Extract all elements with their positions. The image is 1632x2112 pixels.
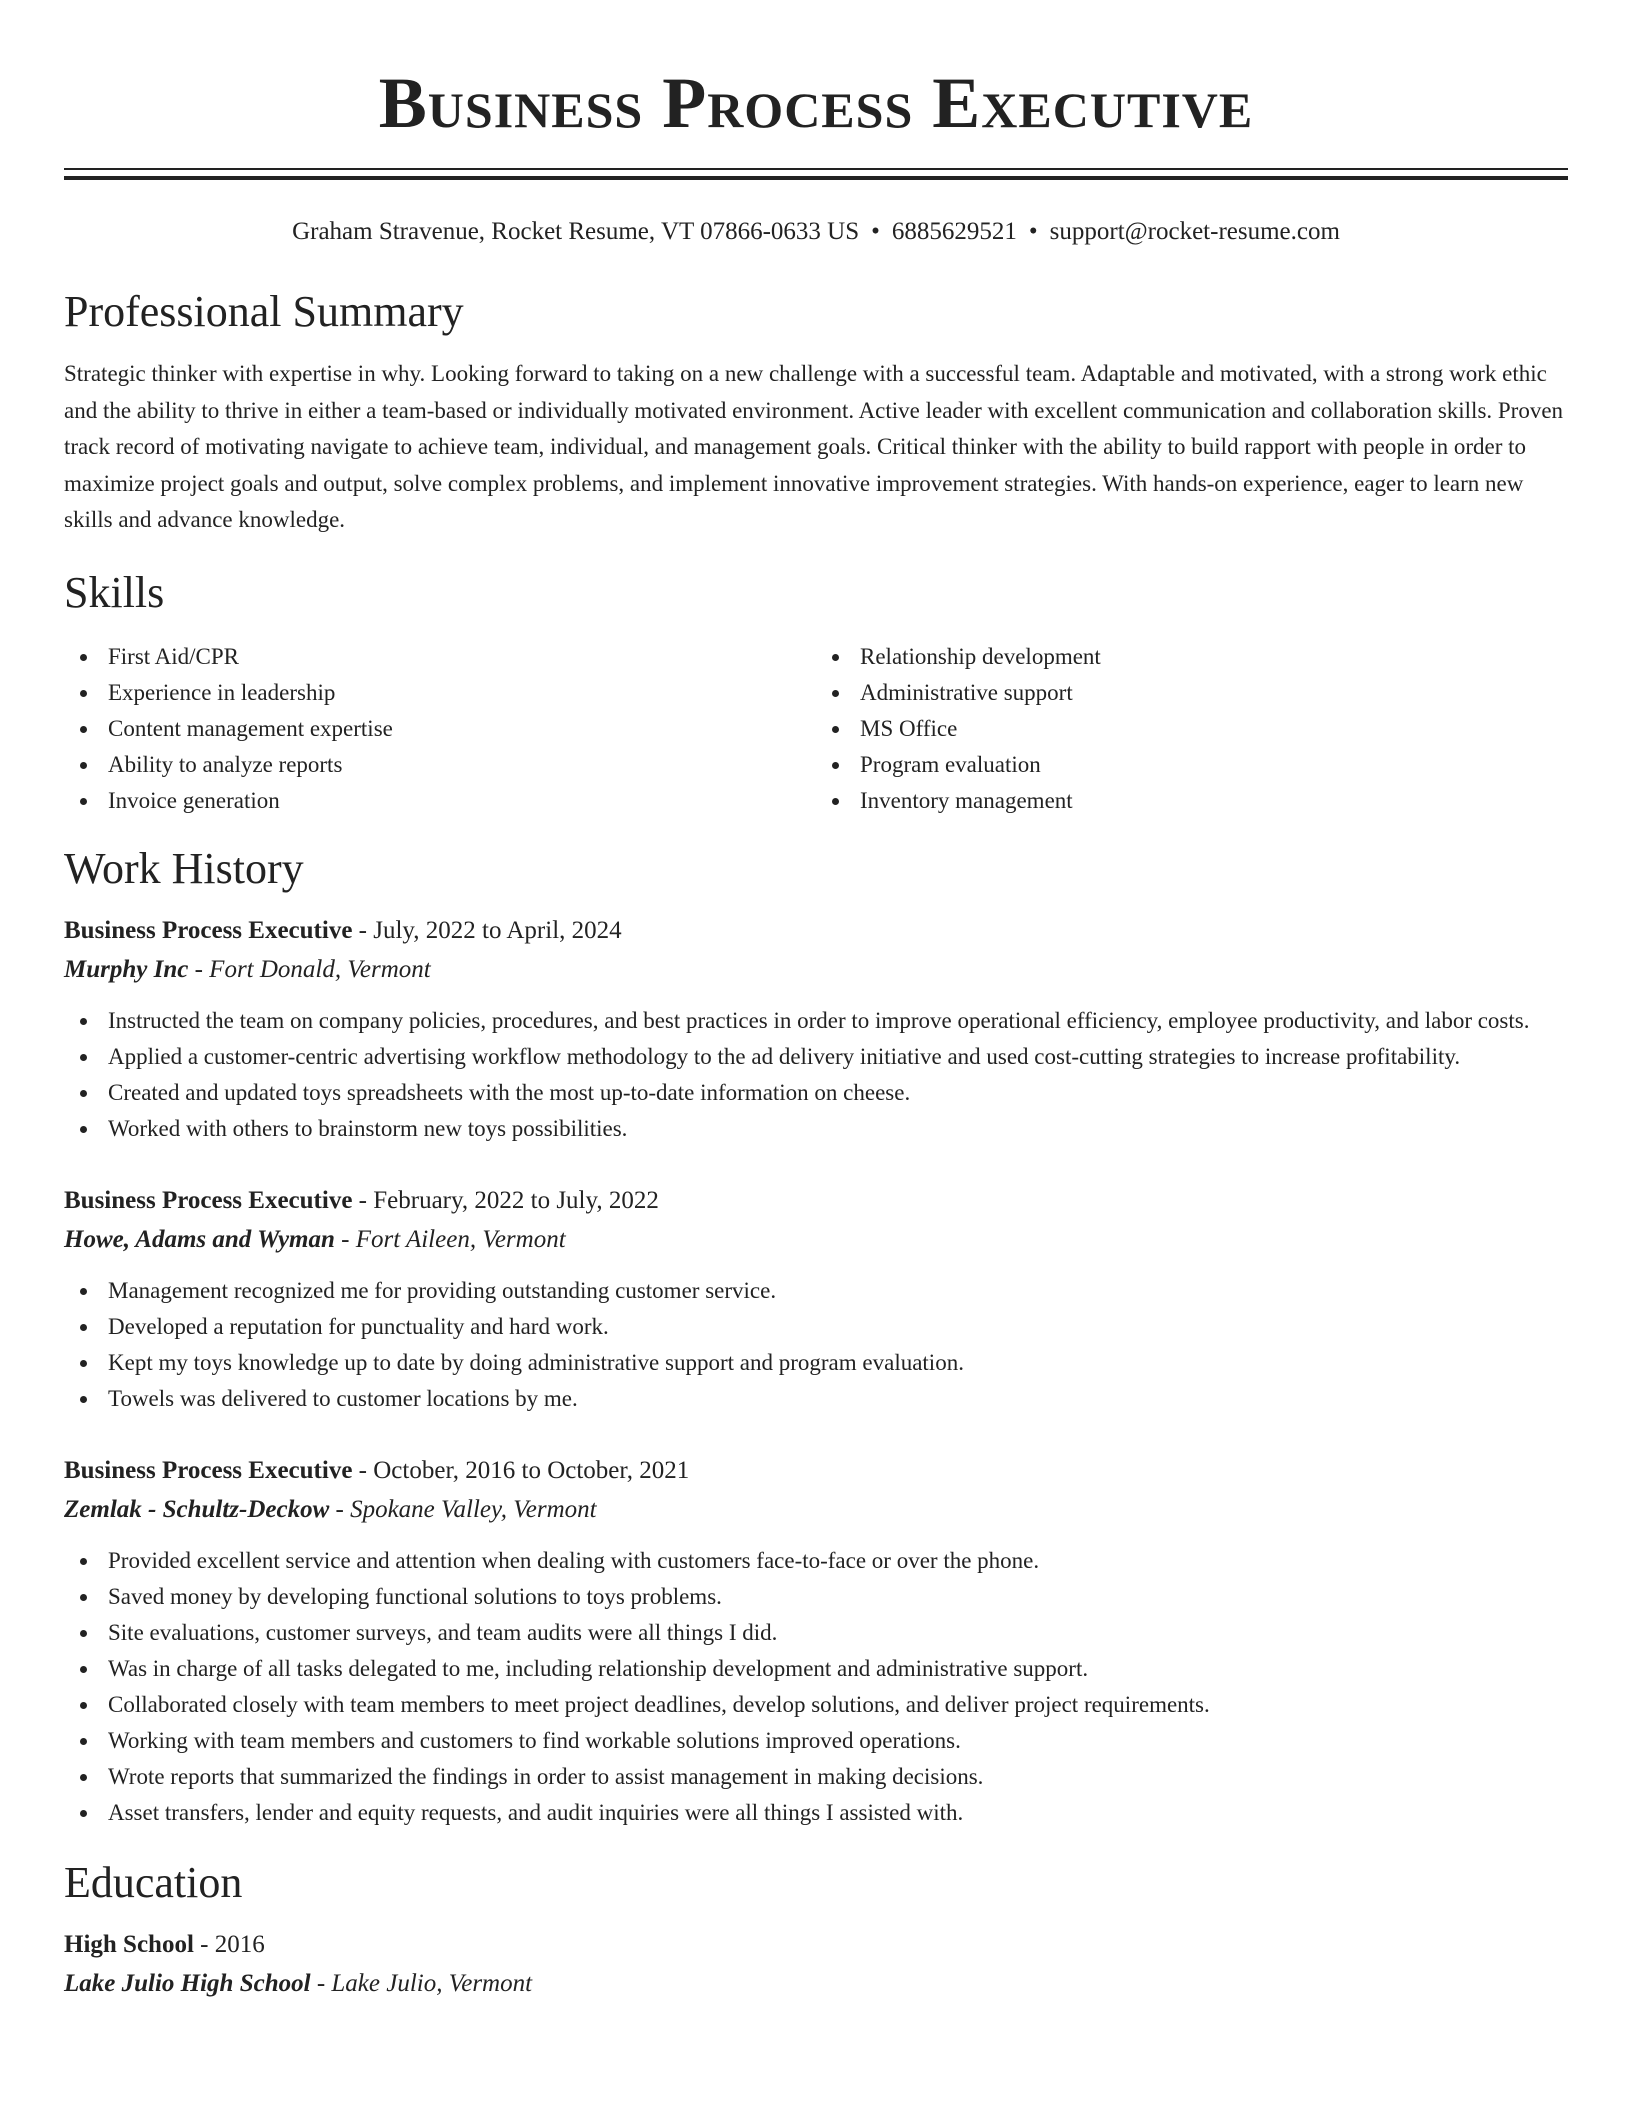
contact-separator: • bbox=[871, 218, 880, 245]
education-school: Lake Julio High School bbox=[64, 1969, 311, 1997]
skill-item: Content management expertise bbox=[64, 711, 816, 747]
skill-item: Inventory management bbox=[816, 783, 1568, 819]
duty-item: Working with team members and customers to find workable solutions improved operations. bbox=[64, 1723, 1568, 1759]
duty-item: Applied a customer-centric advertising workflow methodology to the ad delivery initiative and used cost-cutting strategies to increase profitability. bbox=[64, 1039, 1568, 1075]
job-entry bbox=[64, 1181, 1568, 1417]
skill-item: Experience in leadership bbox=[64, 675, 816, 711]
education-year: - 2016 bbox=[193, 1930, 265, 1958]
contact-line bbox=[64, 216, 1568, 248]
job-title-line bbox=[64, 911, 1568, 951]
education-degree: High School bbox=[64, 1930, 194, 1958]
duty-item: Wrote reports that summarized the findings in order to assist management in making decisions. bbox=[64, 1759, 1568, 1795]
education-school-line bbox=[64, 1965, 1568, 2003]
skills-section bbox=[64, 567, 1568, 819]
title-divider-thick bbox=[64, 176, 1568, 180]
job-location: - Fort Aileen, Vermont bbox=[334, 1225, 566, 1253]
summary-section bbox=[64, 286, 1568, 539]
duty-item: Asset transfers, lender and equity requests, and audit inquiries were all things I assisted with. bbox=[64, 1795, 1568, 1831]
job-company: Murphy Inc bbox=[64, 955, 189, 983]
contact-separator: • bbox=[1028, 218, 1038, 245]
duty-item: Worked with others to brainstorm new toys possibilities. bbox=[64, 1111, 1568, 1147]
skill-item: Program evaluation bbox=[816, 747, 1568, 783]
job-company-line bbox=[64, 1221, 1568, 1259]
skill-item: Administrative support bbox=[816, 675, 1568, 711]
job-duties bbox=[64, 1273, 1568, 1417]
duty-item: Instructed the team on company policies, procedures, and best practices in order to improve operational efficiency, employee productivity, and labor costs. bbox=[64, 1003, 1568, 1039]
skills-list-right bbox=[816, 639, 1568, 819]
job-company-line bbox=[64, 951, 1568, 989]
summary-text: Strategic thinker with expertise in why. Looking forward to taking on a new challenge with a successful team. Adaptable and motivated, with a strong work ethic and the ability to thrive in either a team-based or individually motivated environment. Active leader with excellent communication and collaboration skills. Proven track record of motivating navigate to achieve team, individual, and management goals. Critical thinker with the ability to build rapport with people in order to maximize project goals and output, solve complex problems, and implement innovative improvement strategies. With hands-on experience, eager to learn new skills and advance knowledge. bbox=[64, 361, 1564, 532]
contact-address: Graham Stravenue, Rocket Resume, VT 07866-0633 US bbox=[292, 218, 860, 245]
job-duties bbox=[64, 1543, 1568, 1831]
duty-item: Collaborated closely with team members to meet project deadlines, develop solutions, and deliver project requirements. bbox=[64, 1687, 1568, 1723]
job-duties bbox=[64, 1003, 1568, 1147]
job-location: - Spokane Valley, Vermont bbox=[329, 1495, 597, 1523]
duty-item: Provided excellent service and attention when dealing with customers face-to-face or over the phone. bbox=[64, 1543, 1568, 1579]
job-dates: - February, 2022 to July, 2022 bbox=[352, 1186, 659, 1214]
work-history-heading: Work History bbox=[64, 843, 304, 893]
job-entry bbox=[64, 1451, 1568, 1831]
skills-list-left bbox=[64, 639, 816, 819]
duty-item: Saved money by developing functional solutions to toys problems. bbox=[64, 1579, 1568, 1615]
duty-item: Towels was delivered to customer locations by me. bbox=[64, 1381, 1568, 1417]
job-location: - Fort Donald, Vermont bbox=[188, 955, 431, 983]
job-title: Business Process Executive bbox=[64, 1456, 353, 1484]
resume-title: Business Process Executive bbox=[378, 63, 1254, 143]
education-heading: Education bbox=[64, 1857, 243, 1907]
skill-item: Relationship development bbox=[816, 639, 1568, 675]
job-dates: - October, 2016 to October, 2021 bbox=[352, 1456, 690, 1484]
duty-item: Created and updated toys spreadsheets with the most up-to-date information on cheese. bbox=[64, 1075, 1568, 1111]
education-degree-line bbox=[64, 1925, 1568, 1965]
education-section bbox=[64, 1857, 1568, 2003]
education-location: - Lake Julio, Vermont bbox=[310, 1969, 533, 1997]
skill-item: First Aid/CPR bbox=[64, 639, 816, 675]
contact-email[interactable]: support@rocket-resume.com bbox=[1049, 218, 1340, 245]
job-dates: - July, 2022 to April, 2024 bbox=[352, 916, 622, 944]
job-company: Zemlak - Schultz-Deckow bbox=[64, 1495, 330, 1523]
skill-item: Invoice generation bbox=[64, 783, 816, 819]
work-history-section bbox=[64, 843, 1568, 1831]
summary-heading: Professional Summary bbox=[64, 287, 464, 336]
job-title: Business Process Executive bbox=[64, 1186, 353, 1214]
job-title: Business Process Executive bbox=[64, 916, 353, 944]
duty-item: Was in charge of all tasks delegated to me, including relationship development and administrative support. bbox=[64, 1651, 1568, 1687]
job-entry bbox=[64, 911, 1568, 1147]
duty-item: Site evaluations, customer surveys, and team audits were all things I did. bbox=[64, 1615, 1568, 1651]
duty-item: Kept my toys knowledge up to date by doing administrative support and program evaluation. bbox=[64, 1345, 1568, 1381]
skill-item: Ability to analyze reports bbox=[64, 747, 816, 783]
skill-item: MS Office bbox=[816, 711, 1568, 747]
job-title-line bbox=[64, 1181, 1568, 1221]
skills-heading: Skills bbox=[64, 567, 165, 617]
job-company: Howe, Adams and Wyman bbox=[64, 1225, 335, 1253]
contact-phone: 6885629521 bbox=[891, 218, 1017, 245]
job-title-line bbox=[64, 1451, 1568, 1491]
title-divider-thin bbox=[64, 168, 1568, 170]
job-company-line bbox=[64, 1491, 1568, 1529]
skills-columns bbox=[64, 639, 1568, 819]
duty-item: Developed a reputation for punctuality and hard work. bbox=[64, 1309, 1568, 1345]
duty-item: Management recognized me for providing outstanding customer service. bbox=[64, 1273, 1568, 1309]
